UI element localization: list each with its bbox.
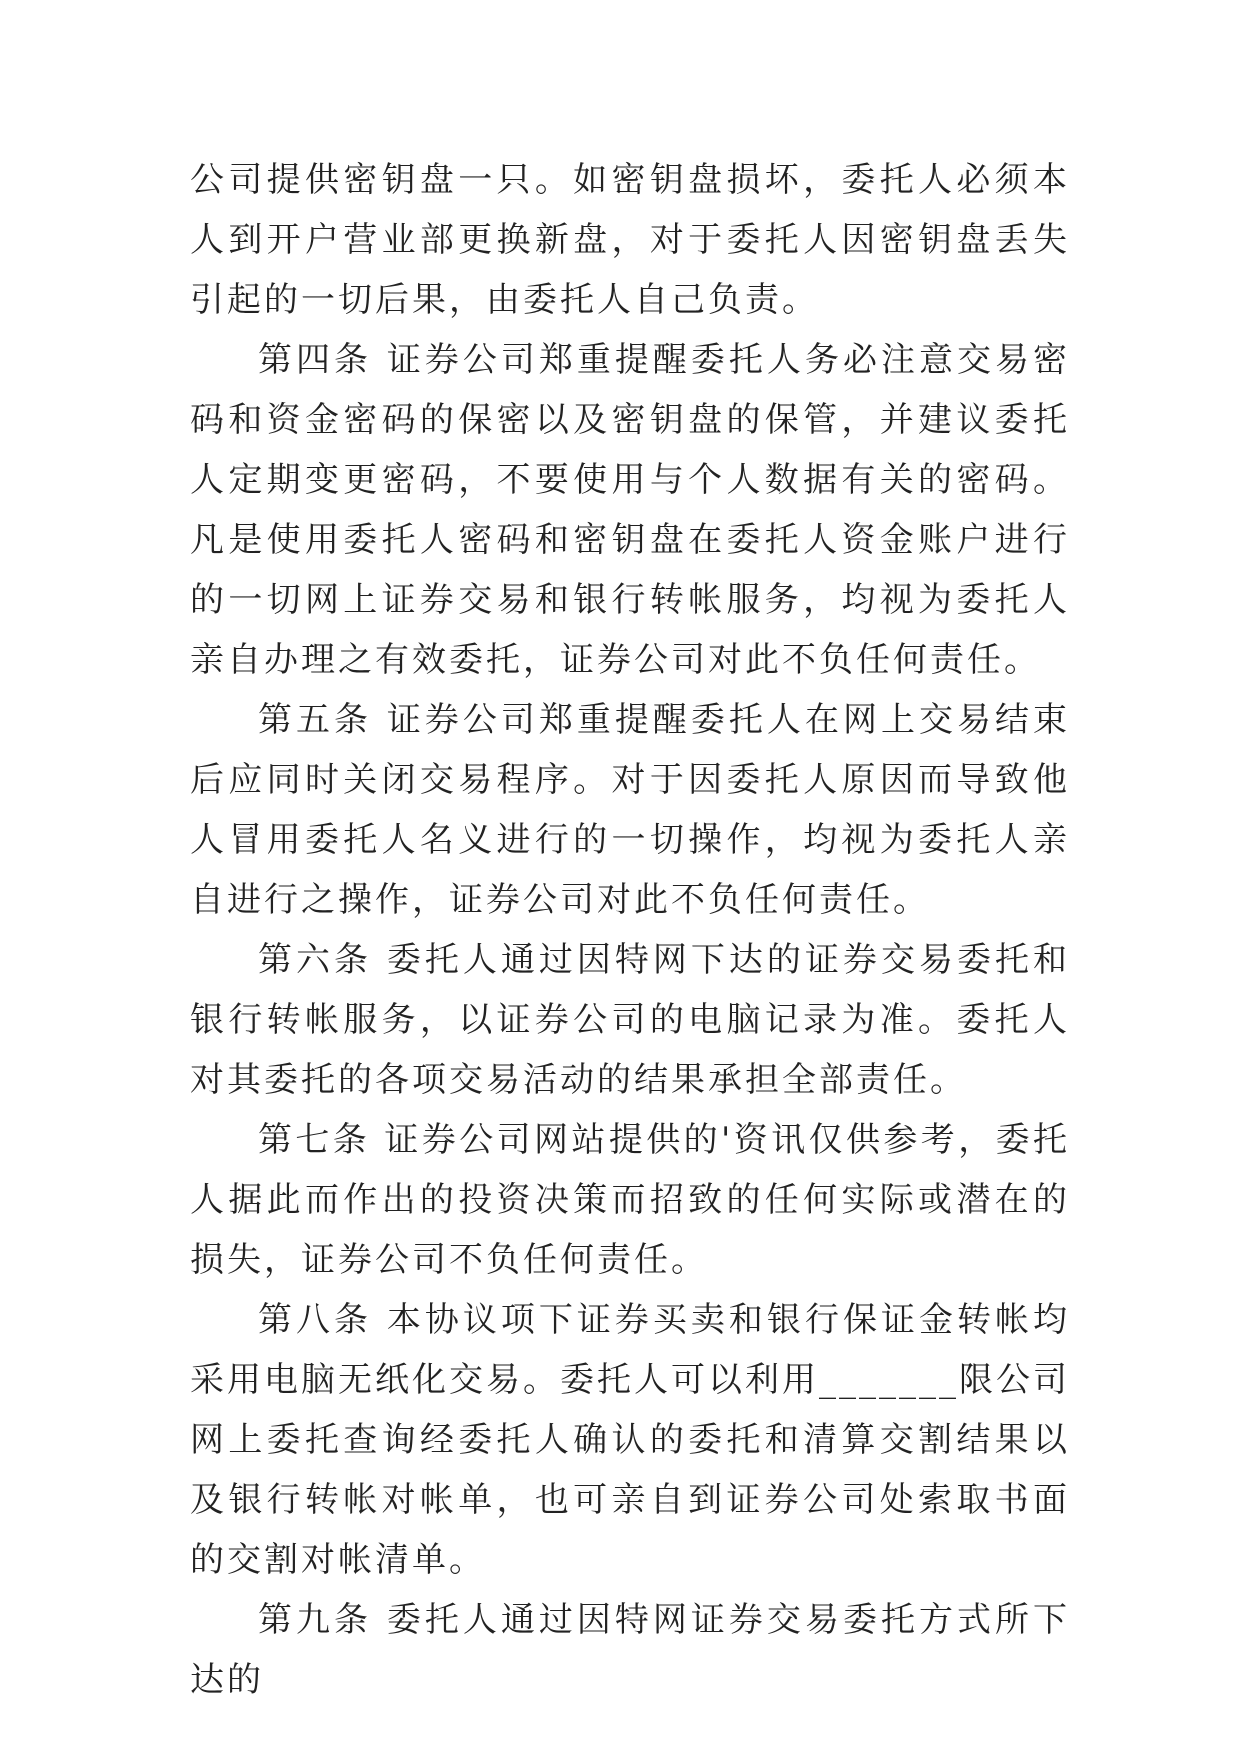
paragraph-continuation: 公司提供密钥盘一只。如密钥盘损坏，委托人必须本人到开户营业部更换新盘，对于委托人因密钥盘丢失引起的一切后果，由委托人自己负责。 (190, 160, 1070, 320)
paragraph-article-6: 第六条 委托人通过因特网下达的证券交易委托和银行转帐服务，以证券公司的电脑记录为准。委托人对其委托的各项交易活动的结果承担全部责任。 (190, 940, 1070, 1100)
paragraph-article-9: 第九条 委托人通过因特网证券交易委托方式所下达的 (190, 1600, 1070, 1700)
paragraph-article-4: 第四条 证券公司郑重提醒委托人务必注意交易密码和资金密码的保密以及密钥盘的保管，并建议委托人定期变更密码，不要使用与个人数据有关的密码。凡是使用委托人密码和密钥盘在委托人资金账户进行的一切网上证券交易和银行转帐服务，均视为委托人亲自办理之有效委托，证券公司对此不负任何责任。 (190, 340, 1070, 680)
paragraph-article-8: 第八条 本协议项下证券买卖和银行保证金转帐均采用电脑无纸化交易。委托人可以利用_______限公司网上委托查询经委托人确认的委托和清算交割结果以及银行转帐对帐单，也可亲自到证券公司处索取书面的交割对帐清单。 (190, 1300, 1070, 1580)
paragraph-article-5: 第五条 证券公司郑重提醒委托人在网上交易结束后应同时关闭交易程序。对于因委托人原因而导致他人冒用委托人名义进行的一切操作，均视为委托人亲自进行之操作，证券公司对此不负任何责任。 (190, 700, 1070, 920)
document-page (190, 150, 1070, 1710)
paragraph-article-7: 第七条 证券公司网站提供的'资讯仅供参考，委托人据此而作出的投资决策而招致的任何实际或潜在的损失，证券公司不负任何责任。 (190, 1120, 1070, 1280)
